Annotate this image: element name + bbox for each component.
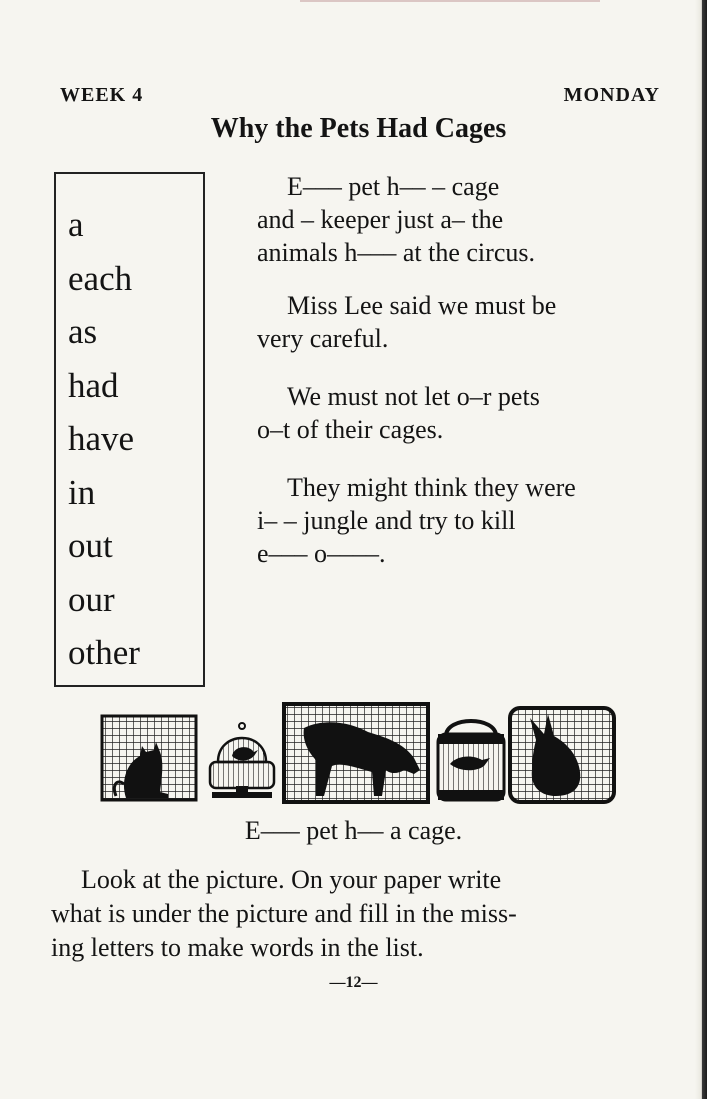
word-list-item: out [68,526,113,565]
word-list-item: other [68,633,140,672]
instruction-line: ing letters to make words in the list. [51,933,424,962]
paragraph-line: We must not let o–r pets [287,382,540,411]
word-list-item: each [68,258,133,298]
paragraph-line: They might think they were [287,473,576,502]
word-list-box [54,172,205,687]
story-paragraph [257,289,661,355]
page-edge-shadow [695,0,707,1099]
cat-in-cage-icon [102,716,196,800]
story-paragraph [257,170,661,269]
paragraph-line: Miss Lee said we must be [287,291,557,320]
word-list-item: have [68,419,135,458]
paragraph-line: E––– pet h–– – cage [287,172,500,201]
bird-in-cage-icon [210,723,274,798]
paragraph-line: and – keeper just a– the [257,205,504,234]
word-list-item: a [68,205,84,244]
instructions [51,863,661,965]
word-list-item: as [68,312,98,351]
instruction-line: what is under the picture and fill in the miss- [51,899,517,928]
paragraph-line: i– – jungle and try to kill [257,506,516,535]
word-list-item: in [68,472,96,512]
pets-in-cages-illustration [98,700,618,806]
top-edge-mark [300,0,600,2]
page-title: Why the Pets Had Cages [210,113,507,144]
instruction-line: Look at the picture. On your paper write [81,865,502,894]
paragraph-line: very careful. [257,324,389,353]
paragraph-line: e––– o––––. [257,539,386,568]
rabbit-in-cage-icon [510,708,614,802]
dog-in-cage-icon [284,704,428,802]
bird-in-carrier-icon [438,721,504,800]
day-label: MONDAY [563,84,660,106]
week-label: WEEK 4 [60,84,144,106]
story-paragraph [257,471,661,570]
story-paragraph [257,380,661,446]
paragraph-line: animals h––– at the circus. [257,238,535,267]
word-list-item: had [68,365,119,405]
page-number: —12— [329,974,378,991]
word-list-item: our [68,579,115,619]
paragraph-line: o–t of their cages. [257,415,444,444]
picture-caption: E––– pet h–– a cage. [244,816,463,845]
